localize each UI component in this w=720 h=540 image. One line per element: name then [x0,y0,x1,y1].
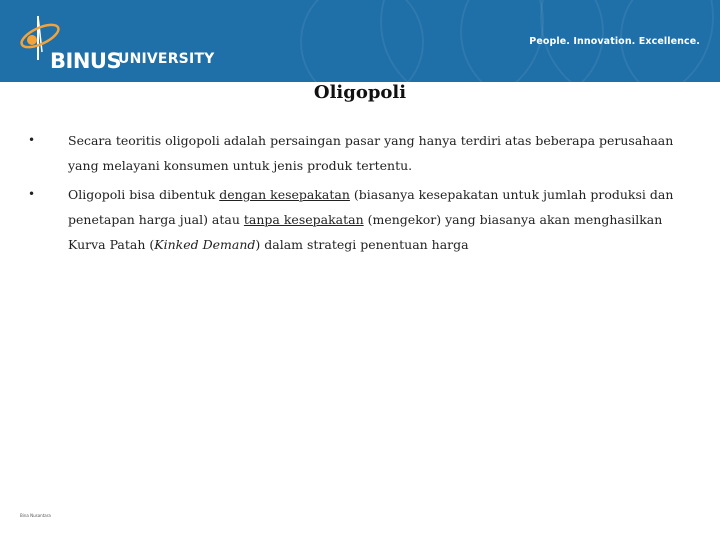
bullet-list [28,128,688,261]
underlined-term: dengan kesepakatan [219,187,350,202]
underlined-term: tanpa kesepakatan [243,212,364,227]
bullet-text-part: ) dalam strategi penentuan harga [255,237,469,252]
binus-logo [18,12,218,72]
slide-title [0,82,720,103]
list-item [28,182,688,257]
bullet-text-part: (mengekor) yang biasanya akan menghasilkan Kurva Patah ( [68,212,663,252]
bullet-dot-icon: • [28,187,36,201]
logo-binus-text: BINUS [50,49,122,73]
slide-title-text: Oligopoli [313,82,407,103]
tagline: People. Innovation. Excellence. [529,36,700,47]
footer-text: Bina Nusantara [20,513,51,518]
bullet-text-part: Oligopoli bisa dibentuk [68,187,220,202]
header-banner [0,0,720,82]
bullet-dot-icon: • [28,133,36,147]
bullet-text-part: (biasanya kesepakatan untuk jumlah produksi dan penetapan harga jual) atau [68,187,674,227]
bullet-text: Secara teoritis oligopoli adalah persaingan pasar yang hanya terdiri atas beberapa perusahaan yang melayani konsumen untuk jenis produk tertentu. [68,133,674,173]
list-item [28,128,688,178]
background-wave [300,0,424,82]
italic-term: Kinked Demand [154,237,256,252]
logo-university-text: UNIVERSITY [118,51,215,67]
